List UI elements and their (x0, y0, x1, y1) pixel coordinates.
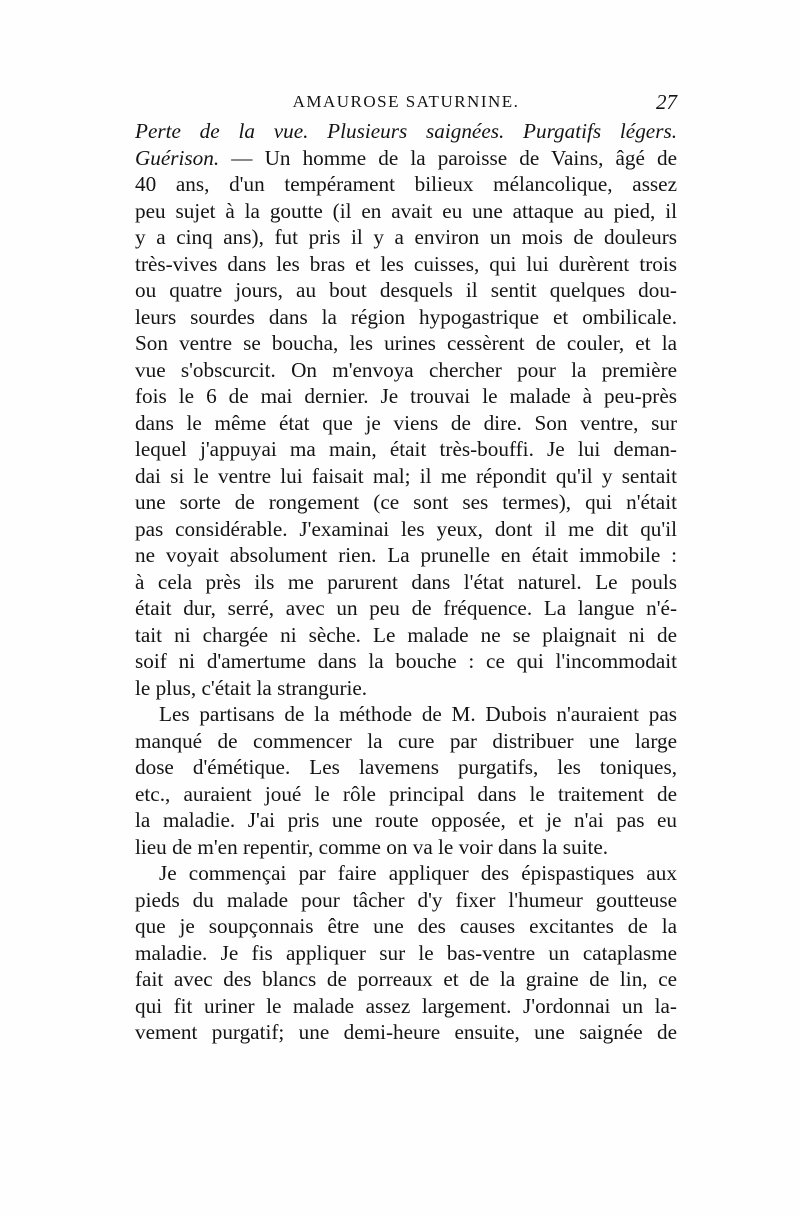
text-run: leurs sourdes dans la région hypogastrique et ombilicale. (135, 304, 677, 329)
text-run: maladie. Je fis appliquer sur le bas-ventre un cataplasme (135, 940, 677, 965)
text-run: que je soupçonnais être une des causes excitantes de la (135, 914, 677, 938)
text-line (135, 1019, 677, 1046)
text-run: etc., auraient joué le rôle principal dans le traitement de (135, 781, 677, 806)
text-run: peu sujet à la goutte (il en avait eu une attaque au pied, il (135, 198, 677, 223)
paragraph (135, 860, 677, 1046)
italic-run: Guérison. (135, 145, 220, 170)
paragraph (135, 118, 677, 701)
italic-run: Perte de la vue. Plusieurs saignées. Purgatifs légers. (135, 119, 677, 143)
text-line (135, 781, 677, 808)
text-line (135, 198, 677, 225)
text-run: pas considérable. J'examinai les yeux, dont il me dit qu'il (135, 516, 677, 541)
paragraph (135, 701, 677, 860)
text-line (135, 463, 677, 490)
text-run: vement purgatif; une demi-heure ensuite, une saignée de (135, 1020, 677, 1044)
text-line (135, 357, 677, 384)
text-line (135, 860, 677, 887)
text-line (135, 622, 677, 649)
body-text (135, 118, 677, 1046)
text-line (135, 913, 677, 940)
text-line (135, 330, 677, 357)
text-line (135, 383, 677, 410)
text-line (135, 304, 677, 331)
text-line (135, 436, 677, 463)
text-line (135, 277, 677, 304)
text-run: vue s'obscurcit. On m'envoya chercher pour la première (135, 357, 677, 382)
text-run: le plus, c'était la strangurie. (135, 675, 368, 700)
text-line (135, 595, 677, 622)
text-line (135, 145, 677, 172)
text-run: lieu de m'en repentir, comme on va le voir dans la suite. (135, 834, 609, 859)
text-run: Son ventre se boucha, les urines cessèrent de couler, et la (135, 331, 677, 355)
text-run: à cela près ils me parurent dans l'état naturel. Le pouls (135, 569, 677, 594)
text-line (135, 410, 677, 437)
text-line (135, 489, 677, 516)
text-run: lequel j'appuyai ma main, était très-bouffi. Je lui deman- (135, 437, 677, 461)
text-run: Les partisans de la méthode de M. Dubois n'auraient pas (159, 702, 677, 726)
text-line (135, 966, 677, 993)
page-number: 27 (656, 90, 677, 114)
text-run: la maladie. J'ai pris une route opposée, et je n'ai pas eu (135, 808, 677, 832)
text-run: soif ni d'amertume dans la bouche : ce qui l'incommodait (135, 649, 677, 673)
text-run: une sorte de rongement (ce sont ses termes), qui n'était (135, 490, 677, 514)
text-run: pieds du malade pour tâcher d'y fixer l'humeur goutteuse (135, 887, 677, 912)
text-line (135, 754, 677, 781)
text-run: manqué de commencer la cure par distribuer une large (135, 728, 677, 753)
text-line (135, 807, 677, 834)
running-title: AMAUROSE SATURNINE. (292, 92, 520, 111)
text-run: dose d'émétique. Les lavemens purgatifs, les toniques, (135, 755, 677, 779)
text-line (135, 940, 677, 967)
text-run: dai si le ventre lui faisait mal; il me répondit qu'il y sentait (135, 463, 677, 488)
running-header (135, 90, 677, 114)
text-run: ne voyait absolument rien. La prunelle en était immobile : (135, 543, 677, 567)
text-line (135, 569, 677, 596)
text-line (135, 224, 677, 251)
text-line (135, 887, 677, 914)
text-run: tait ni chargée ni sèche. Le malade ne se plaignait ni de (135, 622, 677, 647)
text-line (135, 516, 677, 543)
text-line (135, 701, 677, 728)
text-line (135, 648, 677, 675)
text-run: Je commençai par faire appliquer des épispastiques aux (159, 861, 677, 885)
text-run: était dur, serré, avec un peu de fréquence. La langue n'é- (135, 596, 677, 620)
text-line (135, 834, 677, 861)
text-line (135, 171, 677, 198)
text-line (135, 118, 677, 145)
text-run: y a cinq ans), fut pris il y a environ un mois de douleurs (135, 225, 677, 249)
text-line (135, 728, 677, 755)
text-line (135, 542, 677, 569)
text-run: ou quatre jours, au bout desquels il sentit quelques dou- (135, 278, 677, 302)
text-run: dans le même état que je viens de dire. Son ventre, sur (135, 410, 677, 435)
text-line (135, 251, 677, 278)
text-run: 40 ans, d'un tempérament bilieux mélancolique, assez (135, 172, 677, 196)
text-run: qui fit uriner le malade assez largement. J'ordonnai un la- (135, 993, 677, 1018)
text-line (135, 675, 677, 702)
text-line (135, 993, 677, 1020)
text-run: fait avec des blancs de porreaux et de la graine de lin, ce (135, 967, 677, 991)
text-run: — Un homme de la paroisse de Vains, âgé de (219, 145, 677, 170)
text-run: fois le 6 de mai dernier. Je trouvai le malade à peu-près (135, 384, 677, 408)
text-run: très-vives dans les bras et les cuisses, qui lui durèrent trois (135, 251, 677, 276)
